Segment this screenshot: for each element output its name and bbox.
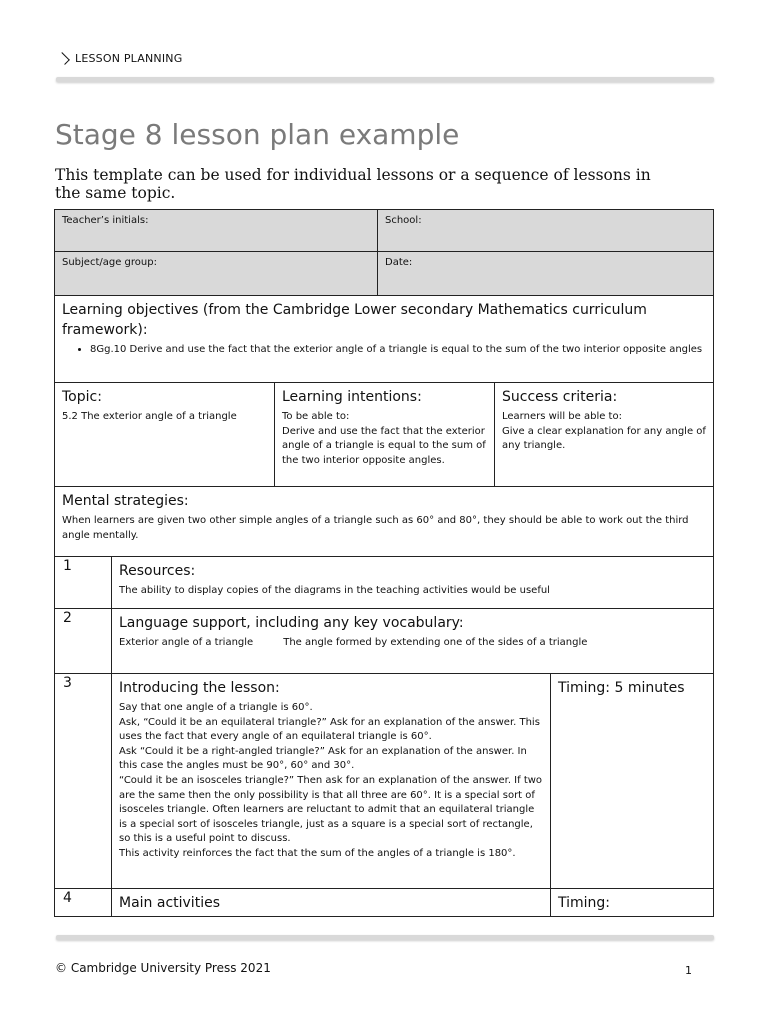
page-title: Stage 8 lesson plan example xyxy=(55,118,460,151)
timing-cell xyxy=(550,889,713,916)
teacher-initials-field[interactable]: Teacher’s initials: xyxy=(55,210,377,251)
row-number: 3 xyxy=(63,675,72,691)
language-support-cell xyxy=(111,609,713,673)
row-number: 4 xyxy=(63,890,72,906)
vocab-term: Exterior angle of a triangle xyxy=(119,637,254,648)
section-label: LESSON PLANNING xyxy=(75,52,183,65)
intro-line: Ask, “Could it be an equilateral triangle?” Ask for an explanation of the answer. This uses the fact that every angle of an equilateral triangle is 60°. xyxy=(119,716,540,743)
learning-intentions-text: Derive and use the fact that the exterior angle of a triangle is equal to the sum of the two interior opposite angles. xyxy=(282,425,486,466)
resources-heading: Resources: xyxy=(119,563,196,579)
intro-text: This template can be used for individual lessons or a sequence of lessons in the same topic. xyxy=(55,166,651,202)
table-row xyxy=(54,674,714,889)
main-activities-heading: Main activities xyxy=(119,895,220,911)
learning-intentions-cell xyxy=(274,383,494,486)
intro-line: This activity reinforces the fact that the sum of the angles of a triangle is 180°. xyxy=(119,847,516,859)
list-item: • 8Gg.10 Derive and use the fact that the exterior angle of a triangle is equal to the sum of the two interior opposite angles xyxy=(90,343,706,358)
intro-line: Say that one angle of a triangle is 60°. xyxy=(119,702,313,713)
vocab-definition: The angle formed by extending one of the sides of a triangle xyxy=(283,637,588,648)
language-support-heading: Language support, including any key vocabulary: xyxy=(119,615,464,631)
intro-line: Ask “Could it be a right-angled triangle?” Ask for an explanation of the answer. In this case the angles must be 90°, 60° and 30°. xyxy=(119,745,527,772)
intro-line: “Could it be an isosceles triangle?” Then ask for an explanation of the answer. If two are the same then the only possibility is that all three are 60°. It is a special sort of isosceles triangle. Often learners are reluctant to admit that an equilateral triangle is a special sort of isosceles triangle, just as a square is a special sort of rectangle, so this is a useful point to discuss. xyxy=(119,774,543,845)
header-divider xyxy=(56,77,714,82)
mental-strategies-text: When learners are given two other simple angles of a triangle such as 60° and 80°, they should be able to work out the third angle mentally. xyxy=(62,515,689,541)
timing-cell xyxy=(550,674,713,888)
timing-label: Timing: xyxy=(558,895,611,911)
table-row xyxy=(54,889,714,917)
copyright-text: © Cambridge University Press 2021 xyxy=(55,961,271,975)
table-row xyxy=(54,296,714,383)
objectives-list xyxy=(62,343,706,358)
introducing-lesson-cell xyxy=(111,674,550,888)
learning-intentions-lead: To be able to: xyxy=(282,411,350,422)
topic-heading: Topic: xyxy=(62,389,102,405)
section-header xyxy=(60,52,182,65)
page-number: 1 xyxy=(685,964,692,977)
lesson-plan-table xyxy=(54,209,714,917)
table-row xyxy=(54,209,714,252)
row-number: 1 xyxy=(63,558,72,574)
footer-divider xyxy=(56,935,714,940)
chevron-right-icon xyxy=(57,52,70,65)
mental-strategies-cell xyxy=(55,487,713,556)
learning-objectives-cell xyxy=(55,296,713,382)
table-row xyxy=(54,487,714,557)
timing-label: Timing: 5 minutes xyxy=(558,680,685,696)
topic-cell xyxy=(55,383,274,486)
mental-strategies-heading: Mental strategies: xyxy=(62,493,189,509)
table-row xyxy=(54,252,714,296)
success-criteria-heading: Success criteria: xyxy=(502,389,618,405)
table-row xyxy=(54,609,714,674)
success-criteria-text: Give a clear explanation for any angle of any triangle. xyxy=(502,425,706,452)
date-field[interactable]: Date: xyxy=(377,252,713,295)
main-activities-cell xyxy=(111,889,550,916)
table-row xyxy=(54,557,714,609)
subject-age-field[interactable]: Subject/age group: xyxy=(55,252,377,295)
table-row xyxy=(54,383,714,487)
school-field[interactable]: School: xyxy=(377,210,713,251)
resources-text: The ability to display copies of the diagrams in the teaching activities would be useful xyxy=(119,585,550,596)
success-criteria-cell xyxy=(494,383,713,486)
vocabulary-entry xyxy=(119,636,706,651)
row-number: 2 xyxy=(63,610,72,626)
topic-text: 5.2 The exterior angle of a triangle xyxy=(62,411,237,422)
learning-intentions-heading: Learning intentions: xyxy=(282,389,422,405)
learning-objectives-heading: Learning objectives (from the Cambridge Lower secondary Mathematics curriculum framework): xyxy=(62,302,647,338)
success-criteria-lead: Learners will be able to: xyxy=(502,411,622,422)
introducing-lesson-heading: Introducing the lesson: xyxy=(119,680,280,696)
resources-cell xyxy=(111,557,713,608)
